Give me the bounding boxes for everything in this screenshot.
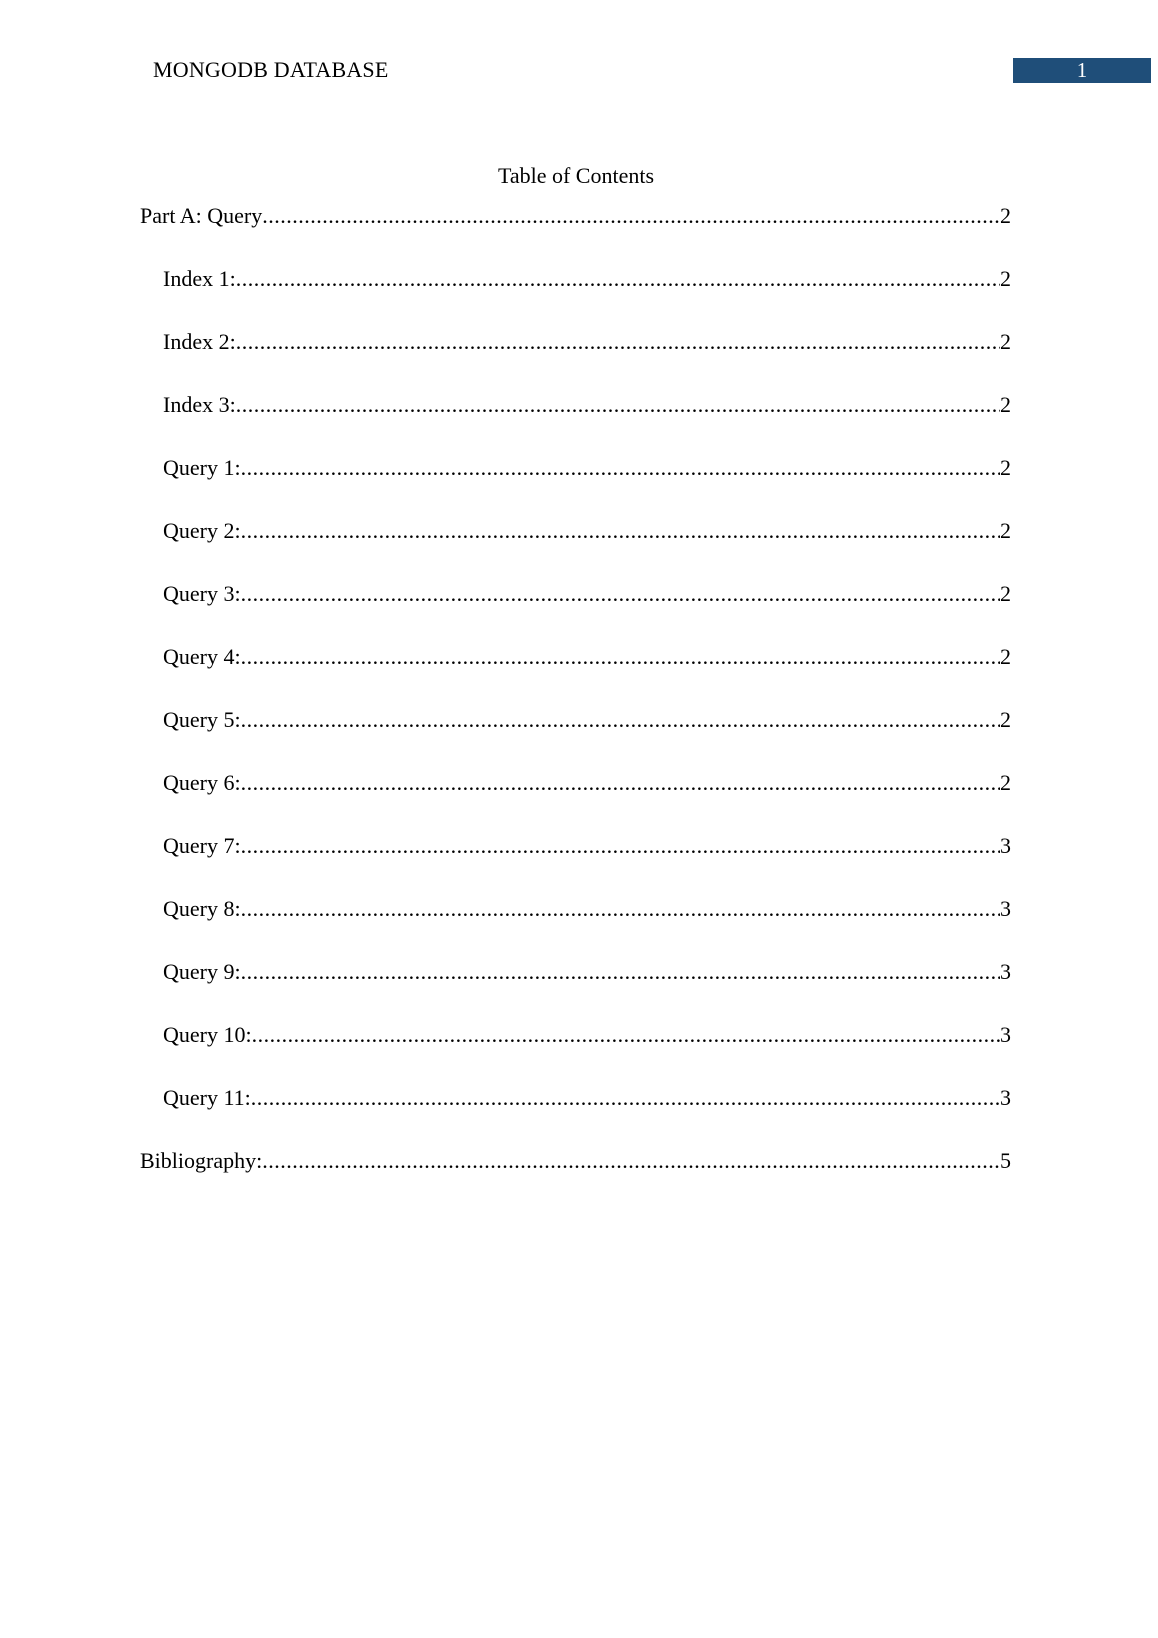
toc-entry-query-10[interactable] <box>163 1021 1011 1049</box>
toc-leader-dots <box>241 454 1000 482</box>
toc-entry-query-4[interactable] <box>163 643 1011 671</box>
toc-leader-dots <box>241 517 1000 545</box>
toc-entry-page: 2 <box>1000 581 1011 606</box>
toc-entry-page: 2 <box>1000 329 1011 354</box>
toc-entry-page: 2 <box>1000 770 1011 795</box>
toc-entry-page: 3 <box>1000 1022 1011 1047</box>
toc-entry-query-3[interactable] <box>163 580 1011 608</box>
toc-entry-label: Query 2: <box>163 518 241 543</box>
toc-entry-label: Query 4: <box>163 644 241 669</box>
toc-leader-dots <box>241 832 1000 860</box>
toc-entry-page: 3 <box>1000 833 1011 858</box>
toc-leader-dots <box>262 202 1000 230</box>
toc-entry-label: Query 3: <box>163 581 241 606</box>
toc-leader-dots <box>262 1147 1000 1175</box>
page-number-badge <box>1013 58 1151 83</box>
toc-entry-page: 2 <box>1000 392 1011 417</box>
toc-entry-label: Query 9: <box>163 959 241 984</box>
toc-leader-dots <box>241 643 1000 671</box>
toc-entry-query-2[interactable] <box>163 517 1011 545</box>
toc-entry-bibliography[interactable] <box>140 1147 1011 1175</box>
toc-entry-label: Query 1: <box>163 455 241 480</box>
toc-leader-dots <box>236 265 1000 293</box>
toc-entry-index-1[interactable] <box>163 265 1011 293</box>
toc-entry-page: 2 <box>1000 455 1011 480</box>
toc-leader-dots <box>236 391 1000 419</box>
toc-leader-dots <box>241 580 1000 608</box>
toc-entry-page: 2 <box>1000 707 1011 732</box>
toc-entry-query-6[interactable] <box>163 769 1011 797</box>
toc-entry-page: 3 <box>1000 959 1011 984</box>
page-number: 1 <box>1076 58 1088 82</box>
toc-entry-label: Part A: Query <box>140 203 263 228</box>
toc-title: Table of Contents <box>497 163 655 188</box>
toc-entry-index-2[interactable] <box>163 328 1011 356</box>
toc-entry-page: 2 <box>1000 266 1011 291</box>
toc-leader-dots <box>241 895 1000 923</box>
toc-entry-label: Query 6: <box>163 770 241 795</box>
toc-entry-label: Index 1: <box>163 266 236 291</box>
toc-entry-page: 3 <box>1000 1085 1011 1110</box>
toc-leader-dots <box>241 769 1000 797</box>
toc-entry-label: Index 2: <box>163 329 236 354</box>
toc-entry-query-11[interactable] <box>163 1084 1011 1112</box>
toc-entry-label: Query 10: <box>163 1022 252 1047</box>
header-title: MONGODB DATABASE <box>153 57 389 82</box>
toc-entry-page: 3 <box>1000 896 1011 921</box>
toc-entry-page: 2 <box>1000 203 1011 228</box>
toc-leader-dots <box>252 1021 1000 1049</box>
toc-entry-page: 2 <box>1000 644 1011 669</box>
toc-leader-dots <box>236 328 1000 356</box>
toc-entry-page: 2 <box>1000 518 1011 543</box>
toc-entry-query-5[interactable] <box>163 706 1011 734</box>
toc-entry-label: Query 7: <box>163 833 241 858</box>
toc-entry-part-a[interactable] <box>140 202 1011 230</box>
toc-entry-query-9[interactable] <box>163 958 1011 986</box>
toc-entry-label: Query 11: <box>163 1085 251 1110</box>
toc-entry-label: Query 5: <box>163 707 241 732</box>
toc-leader-dots <box>241 706 1000 734</box>
toc-entry-page: 5 <box>1000 1148 1011 1173</box>
toc-entry-label: Index 3: <box>163 392 236 417</box>
toc-leader-dots <box>241 958 1000 986</box>
toc-entry-query-7[interactable] <box>163 832 1011 860</box>
toc-leader-dots <box>251 1084 1000 1112</box>
toc-entry-label: Bibliography: <box>140 1148 263 1173</box>
toc-entry-index-3[interactable] <box>163 391 1011 419</box>
toc-entry-query-8[interactable] <box>163 895 1011 923</box>
toc-entry-query-1[interactable] <box>163 454 1011 482</box>
toc-entry-label: Query 8: <box>163 896 241 921</box>
